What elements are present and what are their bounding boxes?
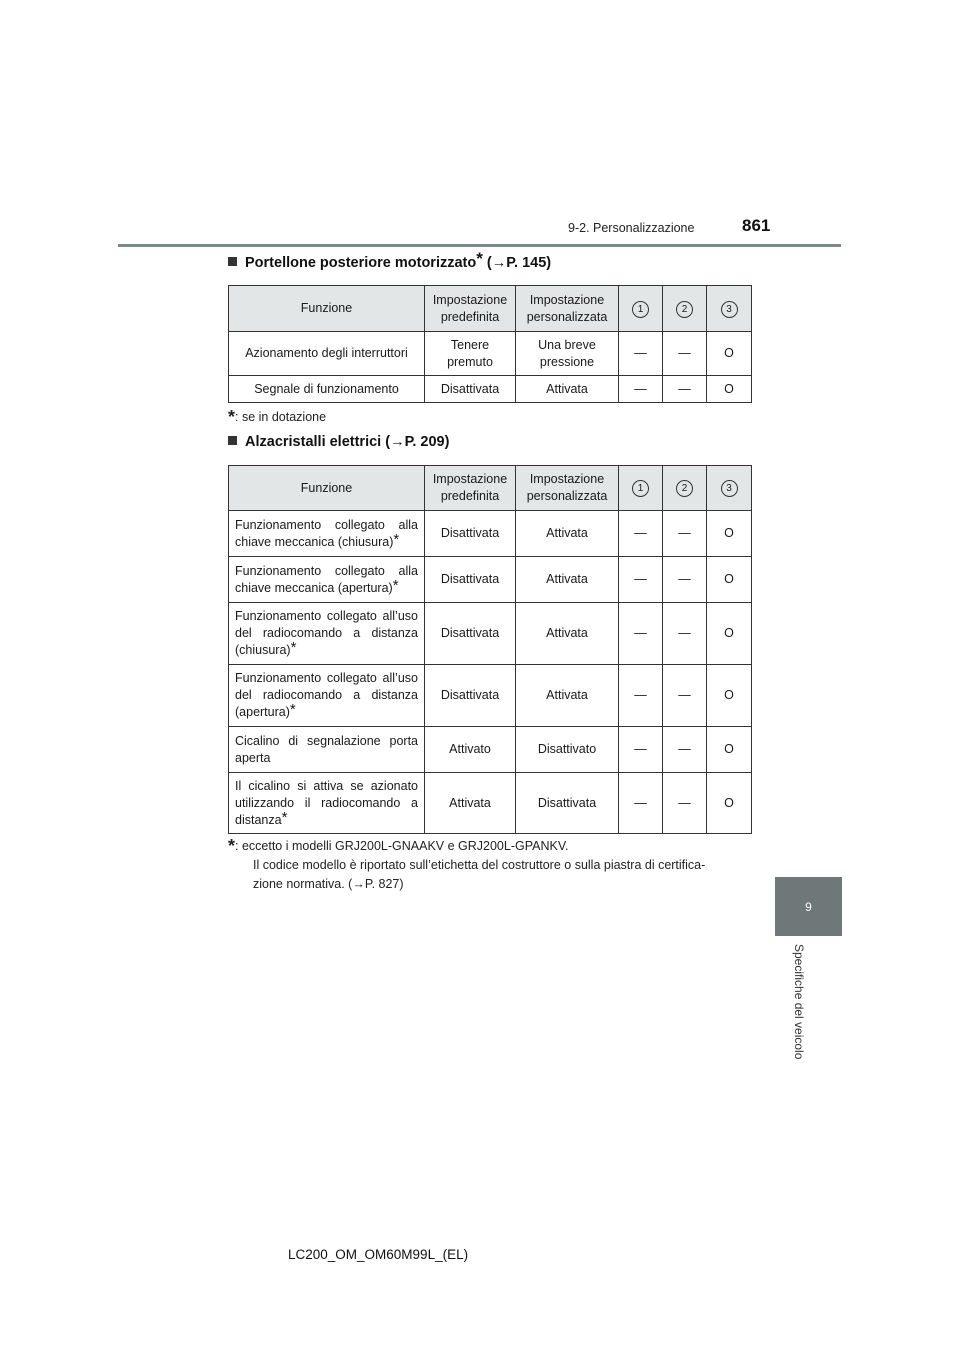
settings-table-tailgate — [228, 285, 752, 403]
circled-number-2: 2 — [676, 301, 693, 318]
settings-table-power-windows — [228, 465, 752, 834]
header-col-3 — [707, 286, 752, 332]
circled-number-1: 1 — [632, 480, 649, 497]
footnote-marker: * — [281, 808, 288, 826]
header-col-2 — [663, 466, 707, 511]
footnote-text-line-1: : eccetto i modelli GRJ200L-GNAAKV e GRJ200L-GPANKV. — [235, 839, 569, 853]
cell-col-1: — — [619, 376, 663, 403]
cell-col-3: O — [707, 332, 752, 376]
footnote-text: : se in dotazione — [235, 410, 327, 424]
cell-custom: Disattivato — [516, 727, 619, 773]
cell-col-2: — — [663, 603, 707, 665]
cell-col-1: — — [619, 332, 663, 376]
cell-custom: Attivata — [516, 557, 619, 603]
cell-function — [229, 665, 425, 727]
square-bullet-icon — [228, 257, 237, 266]
page-number: 861 — [742, 216, 771, 235]
chapter-label: Specifiche del veicolo — [792, 944, 806, 1060]
table-row — [229, 376, 752, 403]
table-row — [229, 332, 752, 376]
cell-col-3: O — [707, 773, 752, 834]
cell-default: Tenere premuto — [425, 332, 516, 376]
footnote-marker: * — [393, 530, 400, 548]
cell-function — [229, 603, 425, 665]
footnote-marker: * — [476, 249, 483, 268]
header-function: Funzione — [229, 466, 425, 511]
cell-custom: Una breve pressione — [516, 332, 619, 376]
table-row — [229, 603, 752, 665]
section-title-text: Portellone posteriore motorizzato — [245, 255, 477, 271]
section-title-tailgate — [228, 249, 552, 271]
header-default: Impostazione predefinita — [425, 286, 516, 332]
cell-function: Azionamento degli interruttori — [229, 332, 425, 376]
cell-function — [229, 773, 425, 834]
cell-default: Attivata — [425, 773, 516, 834]
cell-function: Segnale di funzionamento — [229, 376, 425, 403]
cell-col-2: — — [663, 727, 707, 773]
cell-col-1: — — [619, 727, 663, 773]
function-text: Funzionamento collegato all’uso del radiocomando a distanza (apertura) — [235, 671, 418, 719]
footnote-marker: * — [289, 701, 296, 718]
cell-col-2: — — [663, 332, 707, 376]
cell-default: Attivato — [425, 727, 516, 773]
circled-number-2: 2 — [676, 480, 693, 497]
cell-default: Disattivata — [425, 376, 516, 403]
cell-col-3: O — [707, 511, 752, 557]
cell-col-1: — — [619, 557, 663, 603]
header-custom: Impostazione personalizzata — [516, 286, 619, 332]
footnote-marker: * — [290, 639, 297, 656]
page-reference: (→P. 209) — [385, 434, 450, 450]
footnote-text-line-3: zione normativa. (→P. 827) — [253, 877, 404, 891]
table-row — [229, 511, 752, 557]
function-text: Cicalino di segnalazione porta aperta — [235, 733, 418, 765]
header-col-1 — [619, 466, 663, 511]
circled-number-3: 3 — [721, 301, 738, 318]
section-header: 9-2. Personalizzazione — [568, 221, 695, 235]
footnote-power-windows — [228, 837, 705, 894]
chapter-number: 9 — [805, 899, 812, 914]
cell-default: Disattivata — [425, 603, 516, 665]
cell-function — [229, 557, 425, 603]
cell-custom: Attivata — [516, 511, 619, 557]
cell-col-3: O — [707, 665, 752, 727]
cell-col-1: — — [619, 773, 663, 834]
cell-custom: Attivata — [516, 665, 619, 727]
function-text: Il cicalino si attiva se azionato utilizzando il radiocomando a distanza — [235, 778, 418, 827]
section-title-power-windows — [228, 434, 449, 450]
cell-default: Disattivata — [425, 665, 516, 727]
circled-number-1: 1 — [632, 301, 649, 318]
header-col-3 — [707, 466, 752, 511]
header-default: Impostazione predefinita — [425, 466, 516, 511]
section-title-text: Alzacristalli elettrici — [245, 434, 382, 450]
function-text: Funzionamento collegato all’uso del radiocomando a distanza (chiusura) — [235, 609, 418, 657]
header-custom: Impostazione personalizzata — [516, 466, 619, 511]
footnote-marker: * — [228, 407, 236, 427]
cell-col-1: — — [619, 665, 663, 727]
cell-col-3: O — [707, 376, 752, 403]
cell-col-2: — — [663, 773, 707, 834]
cell-col-1: — — [619, 603, 663, 665]
cell-col-2: — — [663, 557, 707, 603]
function-text: Funzionamento collegato alla chiave meccanica (chiusura) — [235, 517, 418, 549]
table-header-row — [229, 466, 752, 511]
cell-col-3: O — [707, 603, 752, 665]
document-code: LC200_OM_OM60M99L_(EL) — [288, 1247, 469, 1262]
cell-default: Disattivata — [425, 511, 516, 557]
cell-col-2: — — [663, 665, 707, 727]
circled-number-3: 3 — [721, 480, 738, 497]
cell-col-1: — — [619, 511, 663, 557]
cell-default: Disattivata — [425, 557, 516, 603]
header-function: Funzione — [229, 286, 425, 332]
cell-col-2: — — [663, 376, 707, 403]
chapter-tab — [775, 877, 842, 936]
cell-custom: Attivata — [516, 376, 619, 403]
footnote-marker: * — [392, 576, 399, 594]
function-text: Funzionamento collegato alla chiave meccanica (apertura) — [235, 563, 418, 595]
table-row — [229, 773, 752, 834]
cell-col-3: O — [707, 727, 752, 773]
header-col-1 — [619, 286, 663, 332]
table-header-row — [229, 286, 752, 332]
header-col-2 — [663, 286, 707, 332]
table-row — [229, 727, 752, 773]
footnote-tailgate — [228, 408, 326, 427]
cell-function — [229, 727, 425, 773]
table-row — [229, 665, 752, 727]
square-bullet-icon — [228, 436, 237, 445]
header-divider — [118, 244, 841, 247]
table-row — [229, 557, 752, 603]
cell-col-2: — — [663, 511, 707, 557]
cell-custom: Attivata — [516, 603, 619, 665]
cell-custom: Disattivata — [516, 773, 619, 834]
cell-col-3: O — [707, 557, 752, 603]
page-reference: (→P. 145) — [486, 255, 552, 271]
footnote-marker: * — [228, 836, 236, 856]
cell-function — [229, 511, 425, 557]
footnote-text-line-2: Il codice modello è riportato sull’etichetta del costruttore o sulla piastra di certifica- — [253, 858, 706, 872]
